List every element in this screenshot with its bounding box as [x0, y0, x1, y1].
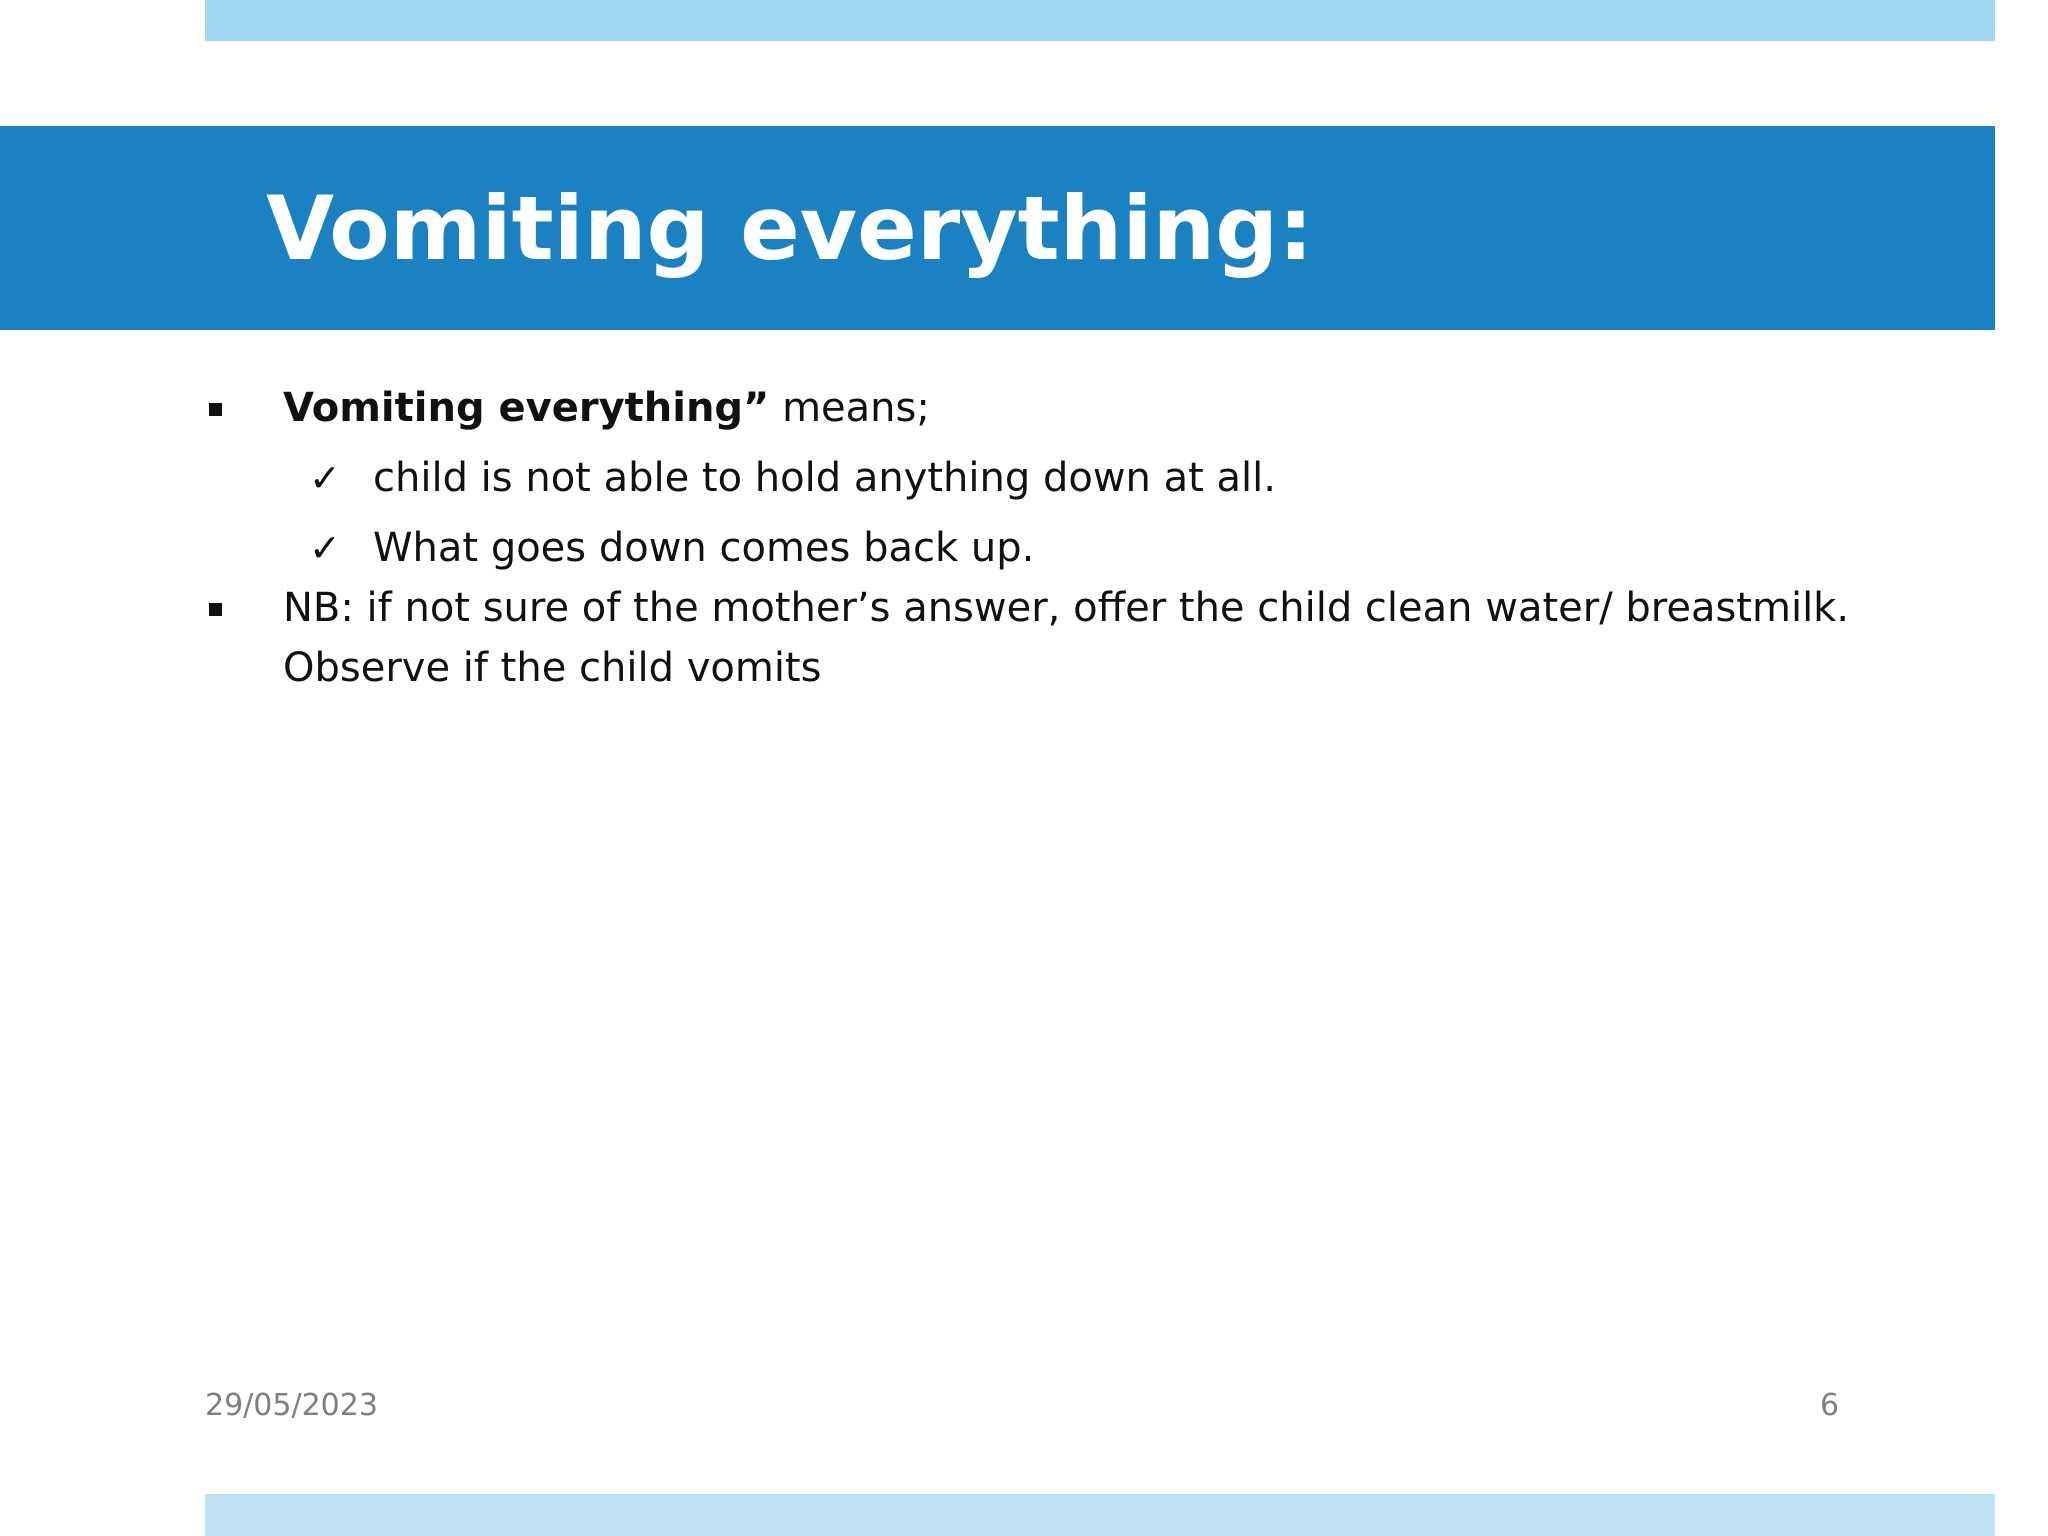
sub-item-text: What goes down comes back up.: [373, 525, 1035, 571]
square-bullet-icon: [209, 603, 222, 616]
bullet-bold-text: Vomiting everything”: [283, 385, 770, 431]
bullet-item-note: [205, 578, 1905, 698]
bullet-text: means;: [769, 385, 930, 431]
bottom-decorative-strip: [205, 1494, 1995, 1536]
checkmark-icon: ✓: [309, 526, 341, 570]
sub-item-text: child is not able to hold anything down at all.: [373, 455, 1276, 501]
note-line-1: NB: if not sure of the mother’s answer, offer the child clean water/ breastmilk.: [283, 585, 1850, 631]
square-bullet-icon: [209, 403, 222, 416]
top-decorative-strip: [205, 0, 1995, 41]
checkmark-icon: ✓: [309, 456, 341, 500]
sub-item-hold-down: [205, 448, 1905, 508]
slide-content: [205, 378, 1905, 698]
slide-title: Vomiting everything:: [266, 177, 1314, 280]
sub-item-comes-back-up: [205, 518, 1905, 578]
footer-date: 29/05/2023: [205, 1388, 378, 1423]
bullet-item-definition: [205, 378, 1905, 438]
note-line-2: Observe if the child vomits: [283, 645, 822, 691]
footer-page-number: 6: [1820, 1388, 1840, 1423]
